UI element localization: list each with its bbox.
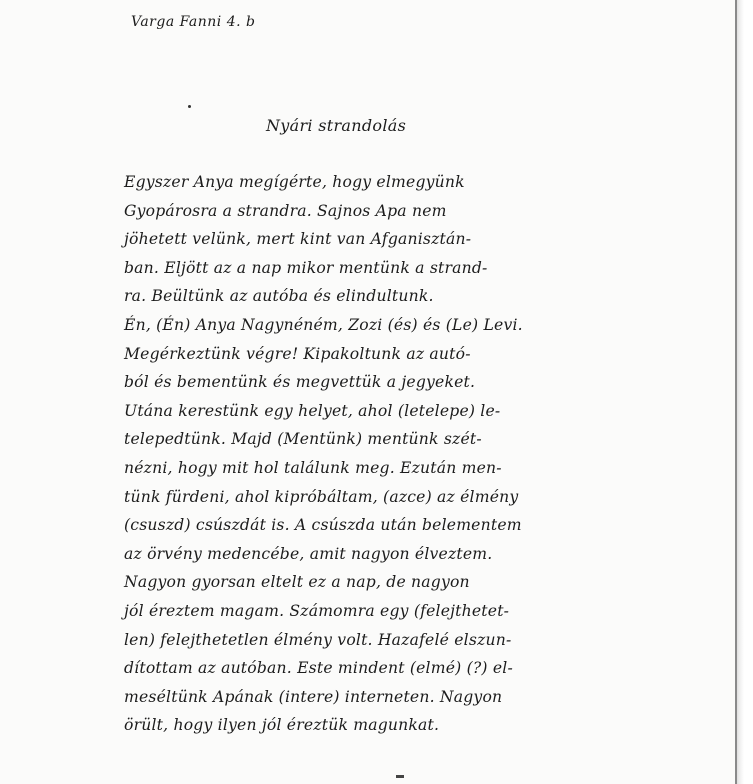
ink-mark xyxy=(396,775,404,778)
essay-title: Nyári strandolás xyxy=(266,116,407,135)
essay-line: Utána kerestünk egy helyet, ahol (letelepe) le- xyxy=(124,401,501,420)
essay-line: Gyopárosra a strandra. Sajnos Apa nem xyxy=(124,201,447,220)
essay-line: Egyszer Anya megígérte, hogy elmegyünk xyxy=(124,173,465,191)
essay-line: nézni, hogy mit hol találunk meg. Ezután men- xyxy=(124,458,502,477)
essay-line: ra. Beültünk az autóba és elindultunk. xyxy=(124,287,434,306)
essay-line: jól éreztem magam. Számomra egy (felejthetet- xyxy=(124,601,510,620)
essay-line: ból és bementünk és megvettük a jegyeket. xyxy=(124,373,476,392)
essay-line: telepedtünk. Majd (Mentünk) mentünk szét- xyxy=(124,430,482,449)
essay-line: tünk fürdeni, ahol kipróbáltam, (azce) az élmény xyxy=(124,487,519,506)
ink-dot xyxy=(188,105,191,108)
essay-line: ban. Eljött az a nap mikor mentünk a strand- xyxy=(124,258,488,277)
essay-line: jöhetett velünk, mert kint van Afganisztán- xyxy=(124,230,472,249)
author-line: Varga Fanni 4. b xyxy=(131,14,256,30)
essay-line: örült, hogy ilyen jól éreztük magunkat. xyxy=(124,716,440,735)
essay-line: len) felejthetetlen élmény volt. Hazafelé elszun- xyxy=(124,630,512,649)
essay-body xyxy=(124,168,644,740)
scan-edge-shadow xyxy=(736,0,753,784)
essay-line: Én, (Én) Anya Nagynéném, Zozi (és) és (Le) Levi. xyxy=(124,315,523,334)
essay-line: meséltünk Apának (intere) interneten. Nagyon xyxy=(124,687,503,706)
essay-line: dítottam az autóban. Este mindent (elmé) (?) el- xyxy=(124,659,513,678)
essay-line: az örvény medencébe, amit nagyon élveztem. xyxy=(124,544,493,563)
paper-edge xyxy=(735,0,737,784)
essay-line: Megérkeztünk végre! Kipakoltunk az autó- xyxy=(124,344,471,363)
essay-line: Nagyon gyorsan eltelt ez a nap, de nagyon xyxy=(124,573,470,592)
essay-line: (csuszd) csúszdát is. A csúszda után belementem xyxy=(124,516,522,535)
